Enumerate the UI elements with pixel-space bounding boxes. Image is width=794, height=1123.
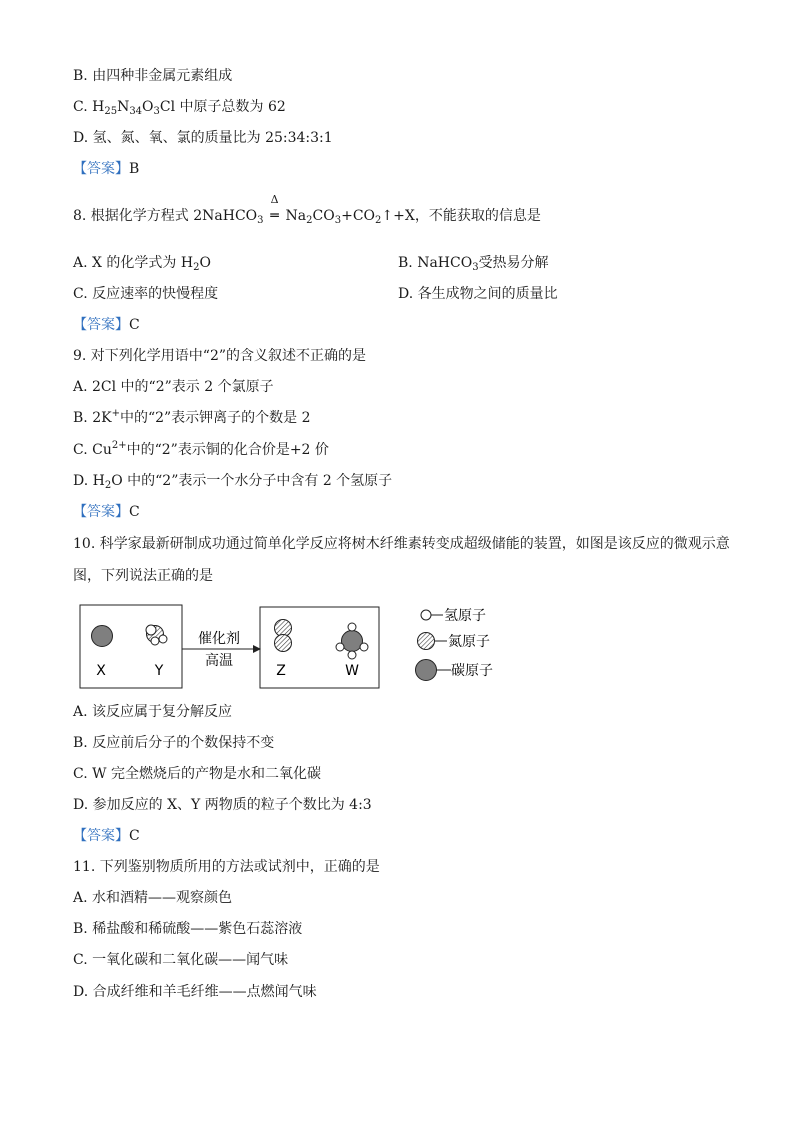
q8-stem: 8. 根据化学方程式 2NaHCO$_3$ Δ ═ $Na_2CO_3+CO_2↑+X$，不能获取的信息是 xyxy=(73,193,541,226)
label-x: X xyxy=(96,663,106,679)
reactant-box xyxy=(80,605,182,688)
q10-option-a: A. 该反应属于复分解反应 xyxy=(73,704,233,720)
q10-stem-line1: 10. 科学家最新研制成功通过简单化学反应将树木纤维素转变成超级储能的装置，如图是该反应的微观示意 xyxy=(73,536,730,552)
q8-option-d: D. 各生成物之间的质量比 xyxy=(398,286,558,302)
q8-option-a: A. X 的化学式为 $H_2O$ xyxy=(73,255,211,273)
label-w: W xyxy=(345,663,359,679)
legend-carbon xyxy=(416,660,494,681)
label-y: Y xyxy=(154,663,164,679)
q9-answer: 【答案】C xyxy=(73,504,140,520)
arrow-condition-top: 催化剂 xyxy=(198,631,240,647)
q9-option-c: C. $Cu^{2+}$中的“2”表示铜的化合价是+2 价 xyxy=(73,440,329,458)
q11-option-b: B. 稀盐酸和稀硫酸——紫色石蕊溶液 xyxy=(73,921,303,937)
q11-stem: 11. 下列鉴别物质所用的方法或试剂中，正确的是 xyxy=(73,859,380,875)
legend-hydrogen xyxy=(421,608,486,624)
q10-option-c: C. W 完全燃烧后的产物是水和二氧化碳 xyxy=(73,766,321,782)
svg-text:碳原子: 碳原子 xyxy=(451,663,493,679)
arrow-condition-bottom: 高温 xyxy=(205,653,233,669)
svg-text:氮原子: 氮原子 xyxy=(448,634,490,650)
arrow-head xyxy=(253,645,261,653)
legend-nitrogen xyxy=(418,633,491,651)
q10-answer: 【答案】C xyxy=(73,828,140,844)
q7-option-c: C. $H_{25}N_{34}O_3Cl$ 中原子总数为 62 xyxy=(73,99,286,117)
svg-text:氢原子: 氢原子 xyxy=(444,608,486,624)
q10-option-b: B. 反应前后分子的个数保持不变 xyxy=(73,735,275,751)
carbon-atom-x xyxy=(92,626,113,647)
q9-option-d: D. $H_2O$ 中的“2”表示一个水分子中含有 2 个氢原子 xyxy=(73,473,393,491)
q8-option-b: B. NaHCO$_3$受热易分解 xyxy=(398,255,549,273)
q8-answer: 【答案】C xyxy=(73,317,140,333)
q10-stem-line2: 图，下列说法正确的是 xyxy=(73,568,213,584)
q9-stem: 9. 对下列化学用语中“2”的含义叙述不正确的是 xyxy=(73,348,367,364)
molecule-z xyxy=(275,620,292,652)
q11-option-a: A. 水和酒精——观察颜色 xyxy=(73,890,233,906)
label-z: Z xyxy=(276,663,286,679)
q7-option-b: B. 由四种非金属元素组成 xyxy=(73,68,233,84)
q11-option-c: C. 一氧化碳和二氧化碳——闻气味 xyxy=(73,952,289,968)
product-box xyxy=(260,607,379,688)
q8-option-c: C. 反应速率的快慢程度 xyxy=(73,286,219,302)
q7-option-d: D. 氢、氮、氧、氯的质量比为 25:34:3:1 xyxy=(73,130,333,146)
q9-option-b: B. 2K+中的“2”表示钾离子的个数是 2 xyxy=(73,408,311,426)
molecule-w xyxy=(336,623,368,659)
q10-option-d: D. 参加反应的 X、Y 两物质的粒子个数比为 4:3 xyxy=(73,797,372,813)
q9-option-a: A. 2Cl 中的“2”表示 2 个氯原子 xyxy=(73,379,274,395)
molecule-y xyxy=(146,625,167,645)
q7-answer: 【答案】B xyxy=(73,161,140,177)
q11-option-d: D. 合成纤维和羊毛纤维——点燃闻气味 xyxy=(73,984,317,1000)
